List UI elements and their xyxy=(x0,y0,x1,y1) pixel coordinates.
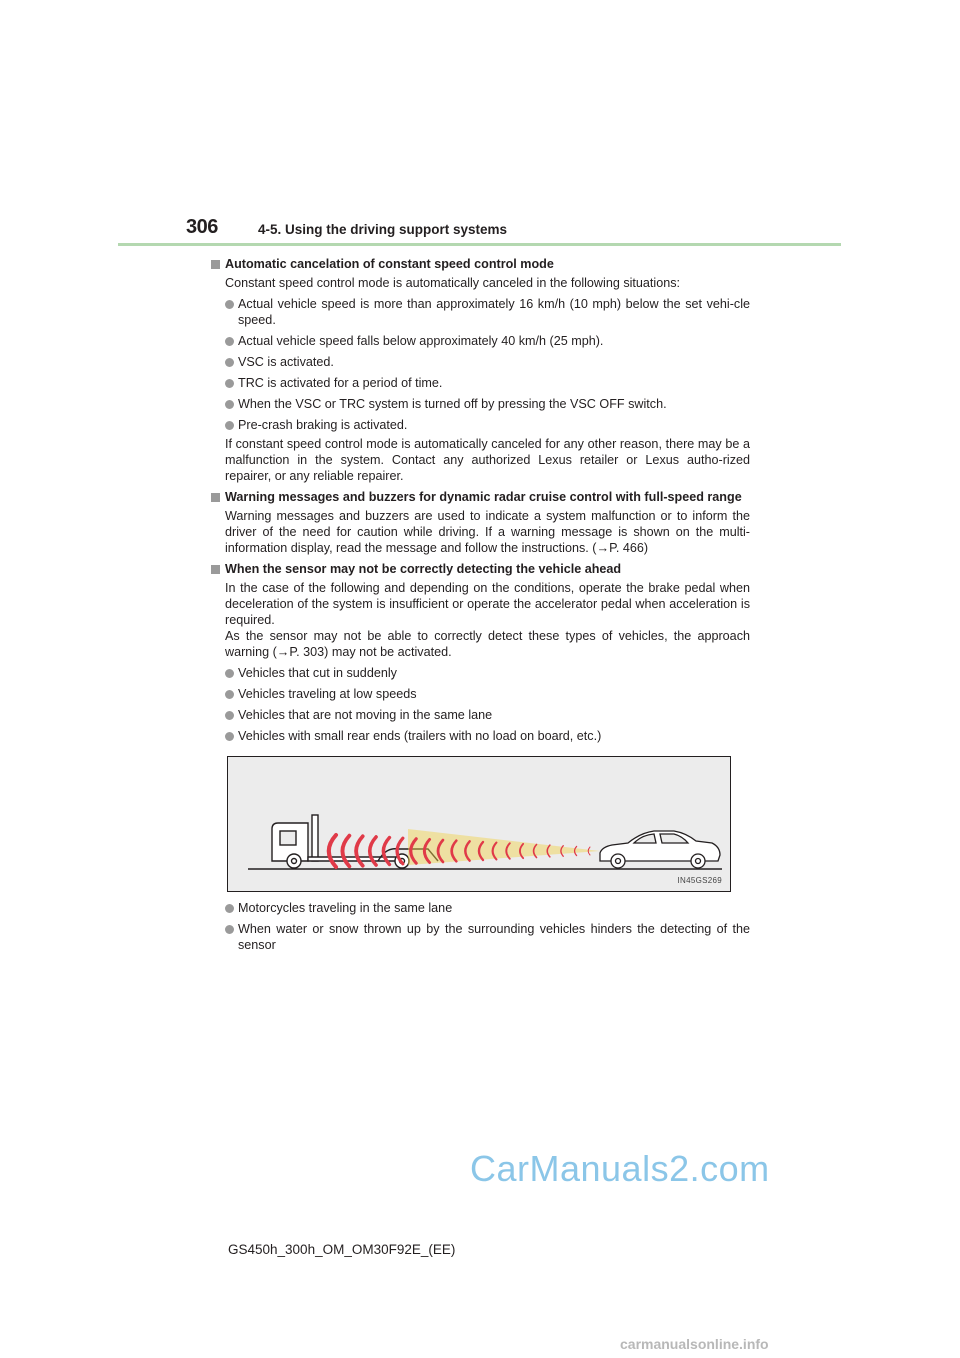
circle-bullet-icon xyxy=(225,690,234,699)
section-heading: When the sensor may not be correctly detecting the vehicle ahead xyxy=(210,561,750,577)
watermark-main: CarManuals2.com xyxy=(470,1148,770,1189)
circle-bullet-icon xyxy=(225,711,234,720)
list-item: When water or snow thrown up by the surrounding vehicles hinders the detecting of the sensor xyxy=(210,921,750,953)
figure-code: IN45GS269 xyxy=(677,876,722,885)
list-item: Vehicles that cut in suddenly xyxy=(210,665,750,681)
car-icon xyxy=(600,831,720,868)
section-title: 4-5. Using the driving support systems xyxy=(258,222,508,237)
circle-bullet-icon xyxy=(225,904,234,913)
circle-bullet-icon xyxy=(225,337,234,346)
section-heading: Warning messages and buzzers for dynamic radar cruise control with full-speed range xyxy=(210,489,750,505)
list-item: TRC is activated for a period of time. xyxy=(210,375,750,391)
circle-bullet-icon xyxy=(225,732,234,741)
circle-bullet-icon xyxy=(225,669,234,678)
list-item: Motorcycles traveling in the same lane xyxy=(210,900,750,916)
circle-bullet-icon xyxy=(225,300,234,309)
list-item: VSC is activated. xyxy=(210,354,750,370)
list-item: Actual vehicle speed falls below approximately 40 km/h (25 mph). xyxy=(210,333,750,349)
circle-bullet-icon xyxy=(225,925,234,934)
page-header xyxy=(0,0,960,250)
list-item: When the VSC or TRC system is turned off by pressing the VSC OFF switch. xyxy=(210,396,750,412)
radar-illustration xyxy=(227,756,731,892)
paragraph: If constant speed control mode is automatically canceled for any other reason, there may be a malfunction in the system. Contact any authorized Lexus retailer or Lexus autho-rized repairer, or any reliable repairer. xyxy=(225,437,750,483)
list-item: Vehicles that are not moving in the same lane xyxy=(210,707,750,723)
page-content xyxy=(210,256,750,953)
paragraph: Constant speed control mode is automatically canceled in the following situations: xyxy=(225,276,681,290)
radar-wave-arc xyxy=(329,835,336,867)
square-bullet-icon xyxy=(211,260,220,269)
circle-bullet-icon xyxy=(225,379,234,388)
paragraph: In the case of the following and depending on the conditions, operate the brake pedal when deceleration of the system is insufficient or operate the accelerator pedal when acceleration is required. xyxy=(225,581,750,627)
list-item: Vehicles traveling at low speeds xyxy=(210,686,750,702)
section-heading: Automatic cancelation of constant speed control mode xyxy=(210,256,750,272)
square-bullet-icon xyxy=(211,565,220,574)
paragraph: Warning messages and buzzers are used to indicate a system malfunction or to inform the driver of the need for caution while driving. If a warning message is shown on the multi-information display, read the message and follow the instructions. (→P. 466) xyxy=(225,509,750,555)
circle-bullet-icon xyxy=(225,421,234,430)
paragraph: As the sensor may not be able to correctly detect these types of vehicles, the approach warning (→P. 303) may not be activated. xyxy=(225,629,750,659)
watermark-sub: carmanualsonline.info xyxy=(620,1336,769,1352)
radar-beam xyxy=(408,829,600,865)
circle-bullet-icon xyxy=(225,358,234,367)
circle-bullet-icon xyxy=(225,400,234,409)
list-item: Actual vehicle speed is more than approximately 16 km/h (10 mph) below the set vehi-cle speed. xyxy=(210,296,750,328)
header-divider xyxy=(118,243,841,246)
square-bullet-icon xyxy=(211,493,220,502)
radar-illustration-drawing xyxy=(228,757,730,891)
radar-wave-arc xyxy=(342,836,349,867)
page-number: 306 xyxy=(186,216,218,238)
list-item: Vehicles with small rear ends (trailers with no load on board, etc.) xyxy=(210,728,750,744)
list-item: Pre-crash braking is activated. xyxy=(210,417,750,433)
manual-code: GS450h_300h_OM_OM30F92E_(EE) xyxy=(228,1242,456,1257)
